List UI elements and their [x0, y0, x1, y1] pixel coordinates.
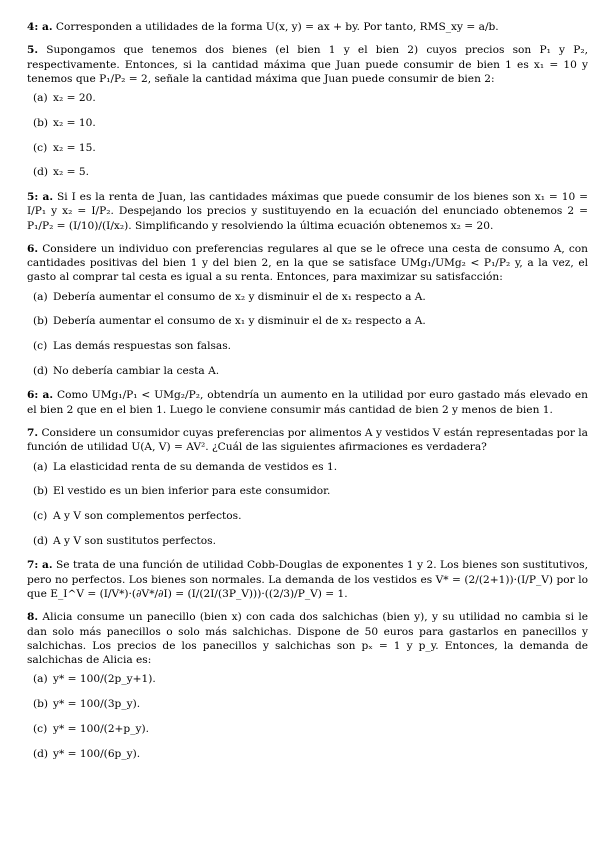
option-c: [27, 141, 588, 155]
option-text: y* = 100/(6p_y).: [53, 747, 141, 760]
option-d: [27, 747, 588, 761]
option-text: x₂ = 5.: [53, 166, 89, 179]
question-7-options: [27, 460, 588, 548]
answer-4-head: 4: a.: [27, 21, 53, 33]
option-d: [27, 165, 588, 179]
question-6-number: 6.: [27, 242, 39, 255]
option-label: (d): [33, 364, 49, 377]
option-text: Debería aumentar el consumo de x₁ y disminuir el de x₂ respecto a A.: [53, 315, 426, 328]
option-label: (d): [33, 747, 49, 760]
option-c: [27, 339, 588, 353]
option-text: Debería aumentar el consumo de x₂ y disminuir el de x₁ respecto a A.: [53, 290, 426, 303]
answer-7: [27, 558, 588, 601]
option-label: (c): [33, 141, 48, 154]
option-a: [27, 460, 588, 474]
option-text: y* = 100/(2+p_y).: [53, 722, 149, 735]
option-label: (a): [33, 460, 48, 473]
answer-4-text: Corresponden a utilidades de la forma U(x, y) = ax + by. Por tanto, RMS_xy = a/b.: [55, 21, 499, 33]
option-text: y* = 100/(2p_y+1).: [53, 673, 156, 686]
option-b: [27, 314, 588, 328]
option-label: (a): [33, 290, 48, 303]
question-5-options: [27, 91, 588, 179]
option-text: A y V son complementos perfectos.: [53, 510, 242, 523]
option-text: No debería cambiar la cesta A.: [53, 364, 220, 377]
option-c: [27, 722, 588, 736]
option-label: (b): [33, 698, 49, 711]
question-7-number: 7.: [27, 427, 39, 440]
option-label: (c): [33, 722, 48, 735]
option-d: [27, 364, 588, 378]
option-text: Las demás respuestas son falsas.: [53, 340, 232, 353]
answer-4: [27, 20, 588, 34]
option-label: (b): [33, 116, 49, 129]
option-label: (a): [33, 673, 48, 686]
option-label: (b): [33, 315, 49, 328]
option-label: (c): [33, 510, 48, 523]
answer-5: [27, 190, 588, 233]
option-label: (d): [33, 534, 49, 547]
option-b: [27, 697, 588, 711]
question-5-text: Supongamos que tenemos dos bienes (el bien 1 y el bien 2) cuyos precios son P₁ y P₂, respectivamente. Entonces, si la cantidad máxima que Juan puede consumir de bien 1 es x₁ = 10 y tenemos que P₁/P₂ = 2, señale la cantidad máxima que Juan puede consumir de bien 2:: [27, 44, 588, 85]
answer-6: [27, 388, 588, 417]
question-8-options: [27, 672, 588, 760]
option-text: x₂ = 10.: [53, 116, 96, 129]
option-d: [27, 534, 588, 548]
answer-6-text: Como UMg₁/P₁ < UMg₂/P₂, obtendría un aumento en la utilidad por euro gastado más elevado en el bien 2 que en el bien 1. Luego le conviene consumir más cantidad de bien 2 y menos de bien 1.: [27, 389, 588, 416]
option-text: La elasticidad renta de su demanda de vestidos es 1.: [53, 460, 338, 473]
option-b: [27, 484, 588, 498]
question-8-number: 8.: [27, 611, 39, 624]
option-label: (c): [33, 340, 48, 353]
option-c: [27, 509, 588, 523]
answer-7-head: 7: a.: [27, 559, 53, 572]
option-label: (b): [33, 485, 49, 498]
option-text: x₂ = 20.: [53, 92, 96, 105]
option-text: x₂ = 15.: [53, 141, 96, 154]
option-text: y* = 100/(3p_y).: [53, 698, 141, 711]
answer-6-head: 6: a.: [27, 389, 54, 402]
question-5: [27, 43, 588, 179]
answer-5-head: 5: a.: [27, 190, 54, 203]
option-a: [27, 672, 588, 686]
question-7: [27, 426, 588, 548]
question-6-text: Considere un individuo con preferencias regulares al que se le ofrece una cesta de consumo A, con cantidades positivas del bien 1 y del bien 2, en la que se satisface UMg₁/UMg₂ < P₁/P₂ y, a la vez, el gasto al comprar tal cesta es igual a su renta. Entonces, para maximizar su satisfacción:: [27, 242, 588, 284]
option-text: A y V son sustitutos perfectos.: [53, 534, 216, 547]
question-5-number: 5.: [27, 44, 39, 57]
option-label: (d): [33, 166, 49, 179]
question-6: [27, 242, 588, 378]
question-7-text: Considere un consumidor cuyas preferencias por alimentos A y vestidos V están representadas por la función de utilidad U(A, V) = AV². ¿Cuál de las siguientes afirmaciones es verdadera?: [27, 427, 588, 454]
option-text: El vestido es un bien inferior para este consumidor.: [53, 485, 331, 498]
question-8: [27, 610, 588, 761]
answer-5-text: Si I es la renta de Juan, las cantidades máximas que puede consumir de los bienes son x₁ = 10 = I/P₁ y x₂ = I/P₂. Despejando los precios y sustituyendo en la ecuación del enunciado obtenemos 2 = P₁/P₂ = (I/10)/(I/x₂). Simplificando y resolviendo la última ecuación obtenemos x₂ = 20.: [27, 190, 588, 232]
option-a: [27, 290, 588, 304]
option-label: (a): [33, 92, 48, 105]
option-b: [27, 116, 588, 130]
question-8-text: Alicia consume un panecillo (bien x) con cada dos salchichas (bien y), y su utilidad no cambia si le dan solo más panecillos o solo más salchichas. Dispone de 50 euros para gastarlos en panecillos y salchichas. Los precios de los panecillos y salchichas son pₓ = 1 y p_y. Entonces, la demanda de salchichas de Alicia es:: [27, 611, 588, 667]
option-a: [27, 91, 588, 105]
answer-7-text: Se trata de una función de utilidad Cobb-Douglas de exponentes 1 y 2. Los bienes son sustitutivos, pero no perfectos. Los bienes son normales. La demanda de los vestidos es V* = (2/(2+1))·(I/P_V) por lo que E_I^V = (I/V*)·(∂V*/∂I) = (I/(2I/(3P_V)))·((2/3)/P_V) = 1.: [27, 559, 588, 600]
question-6-options: [27, 290, 588, 378]
